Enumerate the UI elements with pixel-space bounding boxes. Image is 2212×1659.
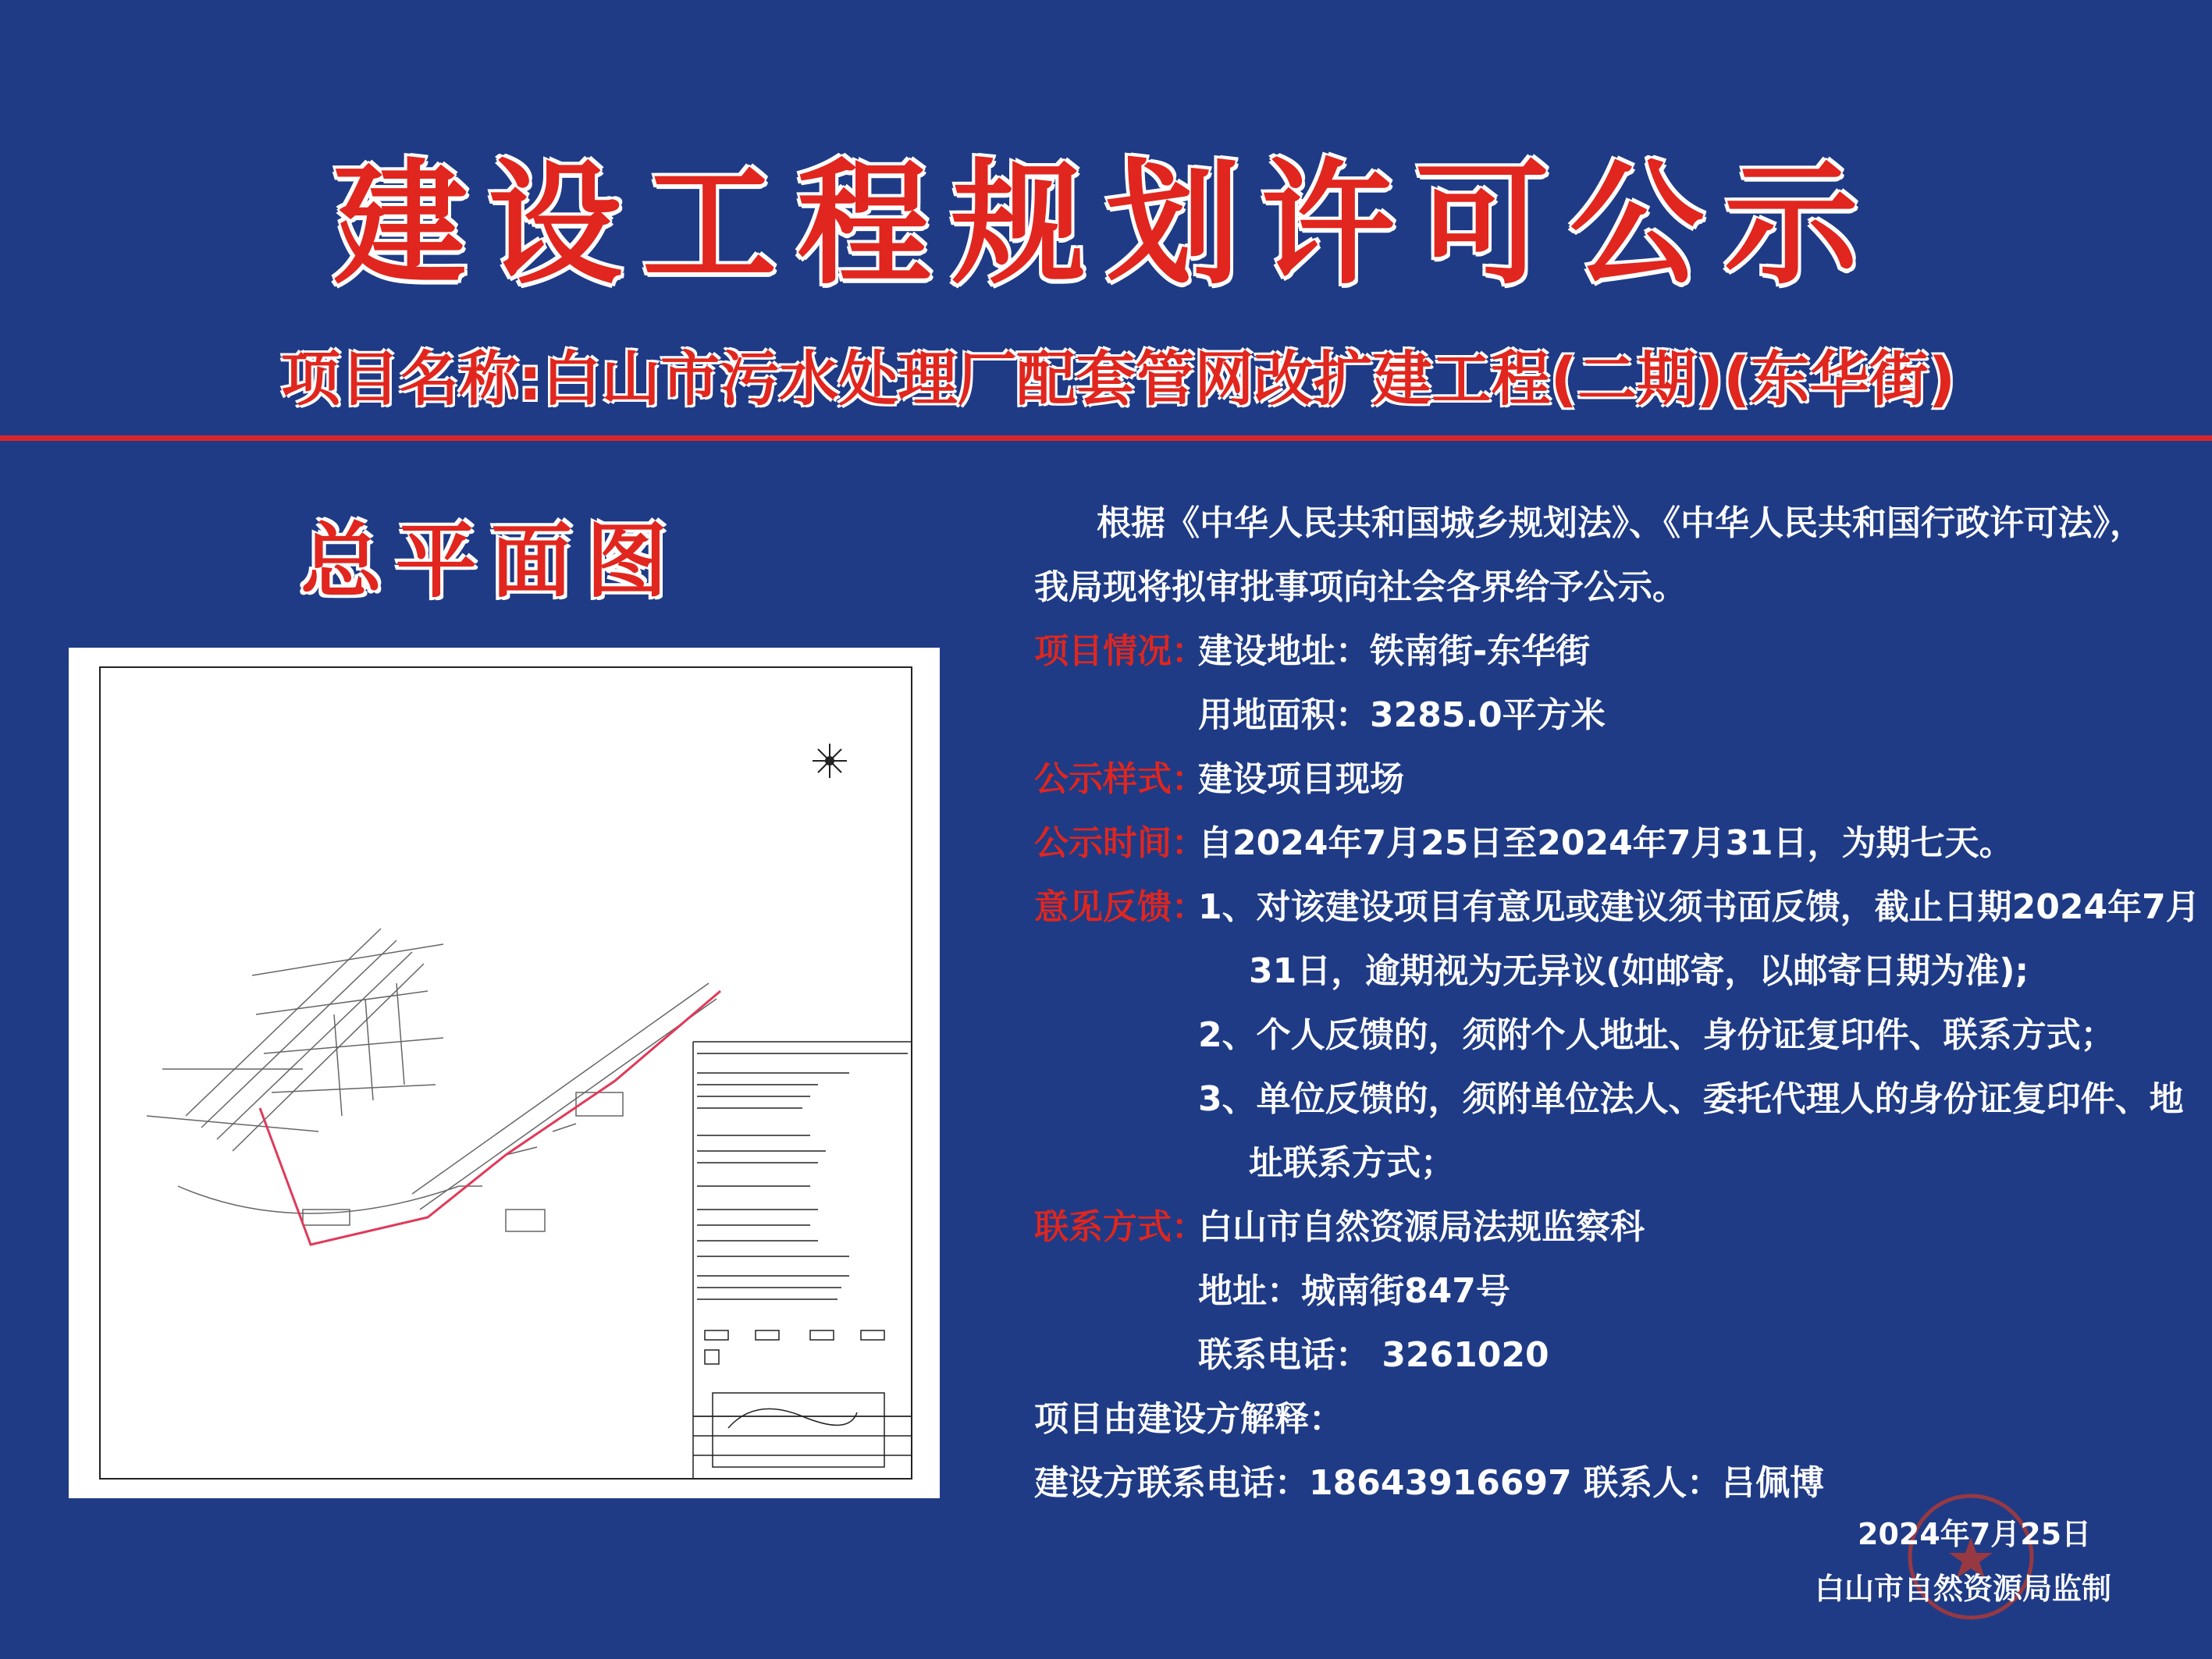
project-area: 用地面积：3285.0平方米 [1198,695,1606,735]
site-plan-title: 总平面图 [301,513,682,609]
project-address: 建设地址：铁南街-东华街 [1198,631,1591,671]
contact-address: 地址：城南街847号 [1198,1271,1510,1311]
site-plan-drawing [69,648,940,1498]
feedback-item-1a: 1、对该建设项目有意见或建议须书面反馈，截止日期2024年7月 [1198,887,2200,927]
feedback-item-1b: 31日，逾期视为无异议(如邮寄，以邮寄日期为准); [1249,951,2029,991]
time-value: 自2024年7月25日至2024年7月31日，为期七天。 [1198,823,2014,863]
style-label: 公示样式： [1034,759,1206,799]
intro-line-1: 根据《中华人民共和国城乡规划法》、《中华人民共和国行政许可法》， [1097,503,2144,543]
style-value: 建设项目现场 [1198,759,1404,799]
feedback-item-2: 2、个人反馈的，须附个人地址、身份证复印件、联系方式； [1198,1015,2115,1055]
time-label: 公示时间： [1034,823,1206,863]
project-name: 项目名称:白山市污水处理厂配套管网改扩建工程(二期)(东华街) [281,344,1956,414]
feedback-item-3b: 址联系方式； [1249,1143,1455,1183]
builder-contact: 建设方联系电话：18643916697 联系人：吕佩博 [1034,1463,1825,1503]
explain-line: 项目由建设方解释： [1034,1399,1343,1439]
contact-label: 联系方式： [1034,1207,1206,1247]
page-title: 建设工程规划许可公示 [333,146,1879,303]
divider-line [0,435,2212,441]
project-info-label: 项目情况： [1034,631,1206,671]
intro-line-2: 我局现将拟审批事项向社会各界给予公示。 [1034,567,1687,607]
notice-date: 2024年7月25日 [1858,1517,2092,1551]
feedback-item-3a: 3、单位反馈的，须附单位法人、委托代理人的身份证复印件、地 [1198,1079,2184,1119]
feedback-label: 意见反馈： [1034,887,1206,927]
issuer: 白山市自然资源局监制 [1815,1572,2112,1606]
contact-phone: 联系电话： 3261020 [1198,1335,1549,1375]
contact-dept: 白山市自然资源局法规监察科 [1198,1207,1645,1247]
